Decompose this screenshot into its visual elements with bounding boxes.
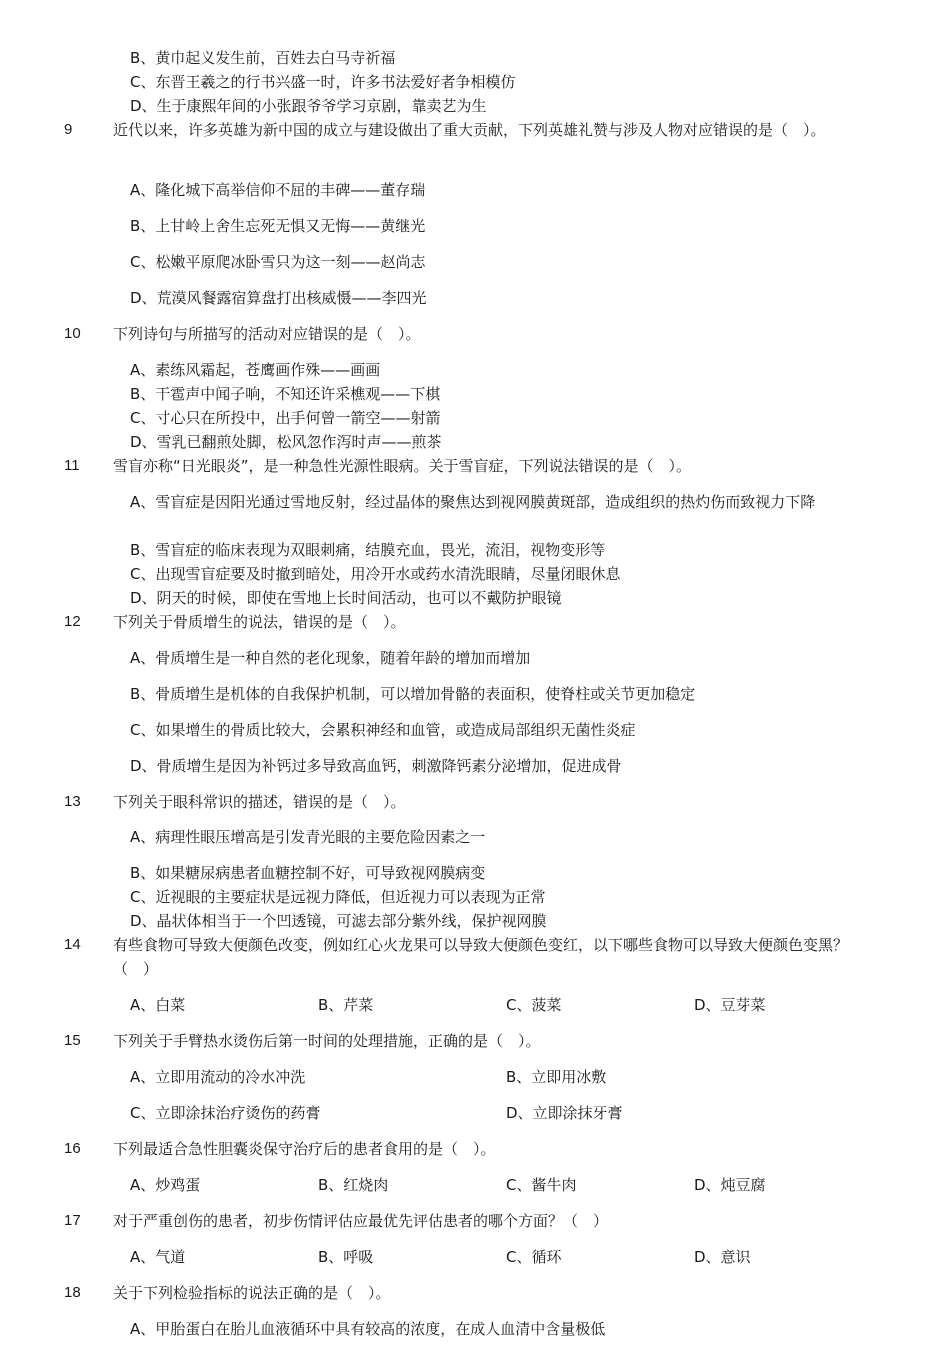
option-a: A、白菜 [130, 996, 186, 1014]
option-a: A、隆化城下高举信仰不屈的丰碑——董存瑞 [130, 181, 426, 199]
option-d: D、炖豆腐 [694, 1176, 766, 1194]
option-d: D、晶状体相当于一个凹透镜，可滤去部分紫外线，保护视网膜 [130, 912, 547, 930]
option-a: A、素练风霜起，苍鹰画作殊——画画 [130, 361, 381, 379]
option-c: C、如果增生的骨质比较大，会累积神经和血管，或造成局部组织无菌性炎症 [130, 721, 636, 739]
question-number: 16 [64, 1140, 81, 1157]
question-number: 11 [64, 457, 80, 474]
option-a: A、病理性眼压增高是引发青光眼的主要危险因素之一 [130, 828, 486, 846]
question-stem: 下列关于眼科常识的描述，错误的是（ ）。 [113, 793, 406, 811]
question-number: 10 [64, 325, 81, 342]
option-b: B、骨质增生是机体的自我保护机制，可以增加骨骼的表面积，使脊柱或关节更加稳定 [130, 685, 696, 703]
option-a: A、甲胎蛋白在胎儿血液循环中具有较高的浓度，在成人血清中含量极低 [130, 1320, 606, 1338]
question-stem: 下列最适合急性胆囊炎保守治疗后的患者食用的是（ ）。 [113, 1140, 496, 1158]
option-c: C、出现雪盲症要及时撤到暗处，用冷开水或药水清洗眼睛，尽量闭眼休息 [130, 565, 621, 583]
question-number: 15 [64, 1032, 81, 1049]
option-b: B、呼吸 [318, 1248, 374, 1266]
option-a: A、炒鸡蛋 [130, 1176, 201, 1194]
option-d: D、生于康熙年间的小张跟爷爷学习京剧，靠卖艺为生 [130, 97, 487, 115]
option-b: B、干雹声中闻子响，不知还许采樵观——下棋 [130, 385, 441, 403]
option-b: B、黄巾起义发生前，百姓去白马寺祈福 [130, 49, 396, 67]
option-c: C、松嫩平原爬冰卧雪只为这一刻——赵尚志 [130, 253, 426, 271]
question-stem: 近代以来，许多英雄为新中国的成立与建设做出了重大贡献，下列英雄礼赞与涉及人物对应错误的是（ ）。 [113, 121, 826, 139]
question-number: 18 [64, 1284, 81, 1301]
option-a: A、气道 [130, 1248, 186, 1266]
option-a: A、立即用流动的冷水冲洗 [130, 1068, 306, 1086]
question-stem: 下列关于骨质增生的说法，错误的是（ ）。 [113, 613, 406, 631]
question-number: 13 [64, 793, 81, 810]
option-c: C、酱牛肉 [506, 1176, 577, 1194]
option-c: C、近视眼的主要症状是远视力降低，但近视力可以表现为正常 [130, 888, 546, 906]
option-c: C、循环 [506, 1248, 562, 1266]
option-c: C、东晋王羲之的行书兴盛一时，许多书法爱好者争相模仿 [130, 73, 516, 91]
question-stem: 对于严重创伤的患者，初步伤情评估应最优先评估患者的哪个方面？（ ） [113, 1212, 609, 1230]
option-b: B、红烧肉 [318, 1176, 389, 1194]
option-d: D、意识 [694, 1248, 751, 1266]
option-b: B、芹菜 [318, 996, 374, 1014]
option-c: C、菠菜 [506, 996, 562, 1014]
option-a: A、雪盲症是因阳光通过雪地反射，经过晶体的聚焦达到视网膜黄斑部，造成组织的热灼伤而致视力下降 [130, 493, 816, 511]
question-number: 17 [64, 1212, 81, 1229]
option-b: B、上甘岭上舍生忘死无惧又无悔——黄继光 [130, 217, 426, 235]
option-d: D、荒漠风餐露宿算盘打出核威慑——李四光 [130, 289, 427, 307]
option-d: D、阴天的时候，即使在雪地上长时间活动，也可以不戴防护眼镜 [130, 589, 562, 607]
question-number: 12 [64, 613, 81, 630]
option-d: D、骨质增生是因为补钙过多导致高血钙，刺激降钙素分泌增加，促进成骨 [130, 757, 622, 775]
option-b: B、立即用冰敷 [506, 1068, 607, 1086]
option-d: D、立即涂抹牙膏 [506, 1104, 623, 1122]
option-d: D、雪乳已翻煎处脚，松风忽作泻时声——煎茶 [130, 433, 442, 451]
option-b: B、如果糖尿病患者血糖控制不好，可导致视网膜病变 [130, 864, 486, 882]
option-c: C、寸心只在所投中，出手何曾一箭空——射箭 [130, 409, 441, 427]
question-stem: 下列诗句与所描写的活动对应错误的是（ ）。 [113, 325, 421, 343]
option-c: C、立即涂抹治疗烫伤的药膏 [130, 1104, 321, 1122]
question-stem: 下列关于手臂热水烫伤后第一时间的处理措施，正确的是（ ）。 [113, 1032, 541, 1050]
question-stem: 雪盲亦称“日光眼炎”，是一种急性光源性眼病。关于雪盲症，下列说法错误的是（ ）。 [113, 457, 692, 475]
question-number: 14 [64, 936, 81, 953]
question-stem: 有些食物可导致大便颜色改变，例如红心火龙果可以导致大便颜色变红，以下哪些食物可以导致大便颜色变黑？（ ） [113, 936, 849, 978]
question-stem: 关于下列检验指标的说法正确的是（ ）。 [113, 1284, 391, 1302]
option-b: B、雪盲症的临床表现为双眼刺痛，结膜充血，畏光，流泪，视物变形等 [130, 541, 606, 559]
question-number: 9 [64, 121, 73, 138]
option-a: A、骨质增生是一种自然的老化现象，随着年龄的增加而增加 [130, 649, 531, 667]
option-d: D、豆芽菜 [694, 996, 766, 1014]
